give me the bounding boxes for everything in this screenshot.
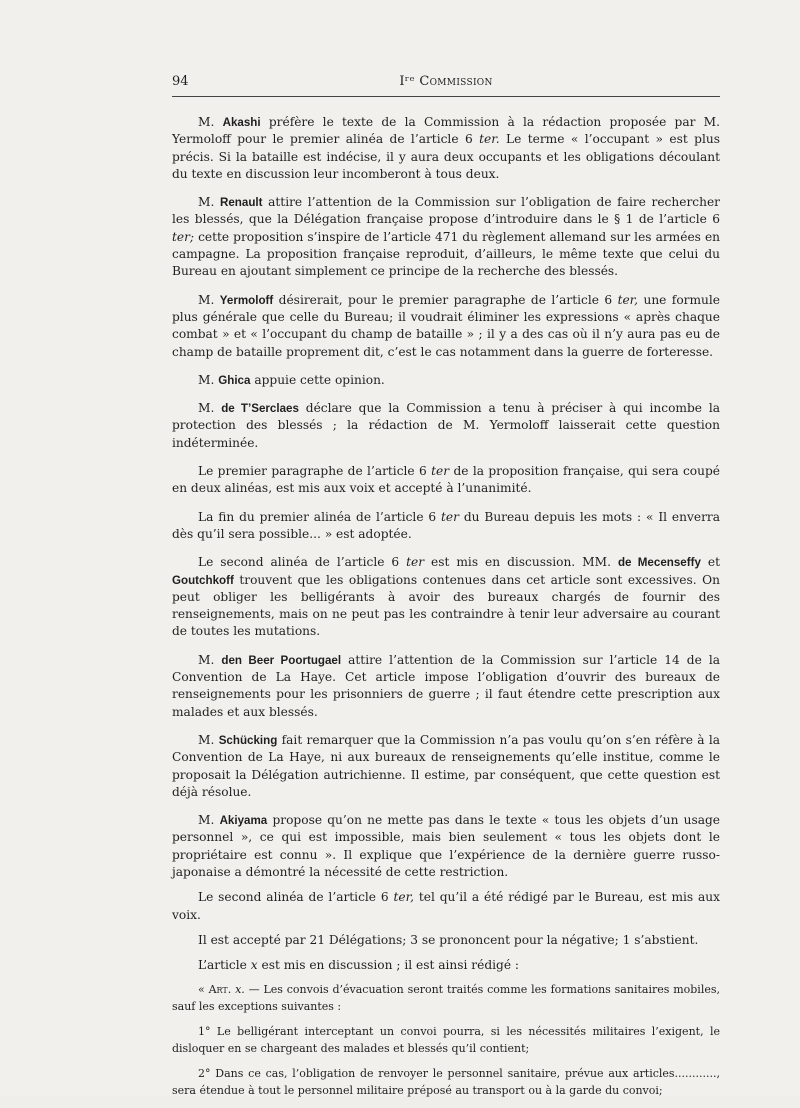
text: Le terme « l’occupant » est plus précis. Si la bataille est indécise, il y aura deux occupants et les obligations découlant du texte en discussion leur incomberont à tous deux. xyxy=(172,132,720,181)
article-quote xyxy=(172,982,720,1099)
text: « xyxy=(198,983,209,997)
text: M. xyxy=(198,195,220,210)
paragraph-vote-result: Il est accepté par 21 Délégations; 3 se prononcent pour la négative; 1 s’abstient. xyxy=(198,932,699,947)
quote-item-1: 1° Le belligérant interceptant un convoi pourra, si les nécessités militaires l’exigent, le disloquer en se chargeant des malades et blessés qu’il contient; xyxy=(172,1025,720,1055)
paragraph-den-beer-poortugael xyxy=(172,652,720,721)
text: La fin du premier alinéa de l’article 6 xyxy=(198,509,442,524)
quote-item-2: 2° Dans ce cas, l’obligation de renvoyer le personnel sanitaire, prévue aux articles............, sera étendue à tout le personnel militaire préposé au transport ou à la garde du convoi; xyxy=(172,1067,720,1097)
paragraph-second-alinea xyxy=(172,554,720,640)
italic-text: ter, xyxy=(617,292,639,307)
text: propose qu’on ne mette pas dans le texte « tous les objets d’un usage personnel », ce qui est impossible, mais bien seulement « tous les objets dont le propriétaire est connu ». Il explique que l’expérience de la dernière guerre russo-japonaise a démontré la nécessité de cette restriction. xyxy=(172,813,720,879)
text: fait remarquer que la Commission n’a pas voulu qu’on s’en réfère à la Convention de La Haye, ni aux bureaux de renseignements qu’elle institue, comme le proposait la Délégation autrichienne. Il estime, par conséquent, que cette question est déjà résolue. xyxy=(172,732,721,799)
text: est mis en discussion ; il est ainsi rédigé : xyxy=(257,958,520,973)
speaker-name: Renault xyxy=(219,196,263,210)
paragraph-yermoloff xyxy=(172,292,720,361)
speaker-name: de Mecenseffy xyxy=(617,556,701,570)
italic-text: x. xyxy=(231,983,245,997)
text: Le premier paragraphe de l’article 6 xyxy=(198,464,432,479)
text: M. xyxy=(198,292,220,307)
text: M. xyxy=(198,732,219,747)
text: de la proposition française, qui sera coupé en deux alinéas, est mis aux voix et accepté à l’unanimité. xyxy=(172,464,720,496)
header-rule xyxy=(172,96,720,97)
italic-text: ter xyxy=(441,509,459,524)
page-number: 94 xyxy=(172,74,189,89)
text: — Les convois d’évacuation seront traités comme les formations sanitaires mobiles, sauf les exceptions suivantes : xyxy=(172,983,720,1013)
text: M. xyxy=(198,115,223,129)
text: appuie cette opinion. xyxy=(250,372,385,387)
text: L’article xyxy=(198,958,251,973)
text: cette proposition s’inspire de l’article 471 du règlement allemand sur les armées en campagne. La proposition française reproduit, d’ailleurs, le même texte que celui du Bureau en ajoutant simplement ce principe de la recherche des blessés. xyxy=(172,229,720,279)
text: préfère le texte de la Commission à la rédaction proposée par M. Yermoloff pour le premier alinéa de l’article 6 xyxy=(172,115,720,147)
text: M. xyxy=(198,372,219,387)
paragraph-vote-second xyxy=(172,889,720,924)
speaker-name: Goutchkoff xyxy=(172,573,234,587)
text: est mis en discussion. MM. xyxy=(424,555,618,570)
italic-text: ter xyxy=(406,555,425,570)
text: Le second alinéa de l’article 6 xyxy=(198,555,407,570)
small-caps-text: Art. xyxy=(208,983,232,997)
text: M. xyxy=(198,401,222,416)
text: M. xyxy=(198,652,222,667)
text: attire l’attention de la Commission sur l’obligation de faire rechercher les blessés, que la Délégation française propose d’introduire dans le § 1 de l’article 6 xyxy=(172,195,720,227)
text: trouvent que les obligations contenues dans cet article sont excessives. On peut obliger les belligérants à avoir des bureaux chargés de fournir des renseignements, mais on ne peut pas les contraindre à tenir leur adversaire au courant de toutes les mutations. xyxy=(172,572,720,639)
italic-text: ter, xyxy=(393,890,414,905)
page-header xyxy=(172,74,720,96)
text: Le second alinéa de l’article 6 xyxy=(198,890,394,905)
italic-text: ter. xyxy=(479,132,500,147)
paragraph-akiyama xyxy=(172,812,720,881)
speaker-name: Akashi xyxy=(222,116,261,129)
paragraph-tserclaes xyxy=(172,400,720,452)
paragraph-vote-first xyxy=(172,463,720,498)
paragraph-adopted xyxy=(172,509,720,544)
speaker-name: Schücking xyxy=(218,733,278,747)
document-body xyxy=(172,114,720,1108)
text: tel qu’il a été rédigé par le Bureau, est mis aux voix. xyxy=(172,890,720,922)
paragraph-article-x xyxy=(172,957,720,974)
text: et xyxy=(700,555,721,570)
text: attire l’attention de la Commission sur l’article 14 de la Convention de La Haye. Cet article impose l’obligation d’ouvrir des bureaux de renseignements pour les prisonniers de guerre ; il faut étendre cette prescription aux malades et aux blessés. xyxy=(172,652,720,719)
speaker-name: Akiyama xyxy=(219,814,268,828)
paragraph-schucking xyxy=(172,732,720,801)
italic-text: ter xyxy=(431,464,450,479)
text: déclare que la Commission a tenu à préciser à qui incombe la protection des blessés ; la rédaction de M. Yermoloff laisserait cette question indéterminée. xyxy=(172,401,721,450)
text: une formule plus générale que celle du Bureau; il voudrait éliminer les expressions « après chaque combat » et « l’occupant du champ de bataille » ; il y a des cas où il n’y aura pas eu de champ de bataille proprement dit, c’est le cas notamment dans la guerre de forteresse. xyxy=(172,292,720,359)
speaker-name: Yermoloff xyxy=(219,293,274,307)
running-head: Iʳᵉ Commission xyxy=(399,74,493,89)
speaker-name: den Beer Poortugael xyxy=(221,653,342,667)
text: M. xyxy=(198,813,220,828)
paragraph-akashi xyxy=(172,114,720,183)
italic-text: x xyxy=(250,958,258,973)
speaker-name: de T’Serclaes xyxy=(221,402,299,416)
paragraph-renault xyxy=(172,194,720,280)
text: du Bureau depuis les mots : « Il enverra dès qu’il sera possible... » est adoptée. xyxy=(172,509,720,541)
text: désirerait, pour le premier paragraphe de l’article 6 xyxy=(273,292,618,307)
quote-article-heading xyxy=(172,982,720,1015)
speaker-name: Ghica xyxy=(218,373,251,387)
paragraph-ghica xyxy=(172,372,720,389)
italic-text: ter; xyxy=(172,229,195,244)
